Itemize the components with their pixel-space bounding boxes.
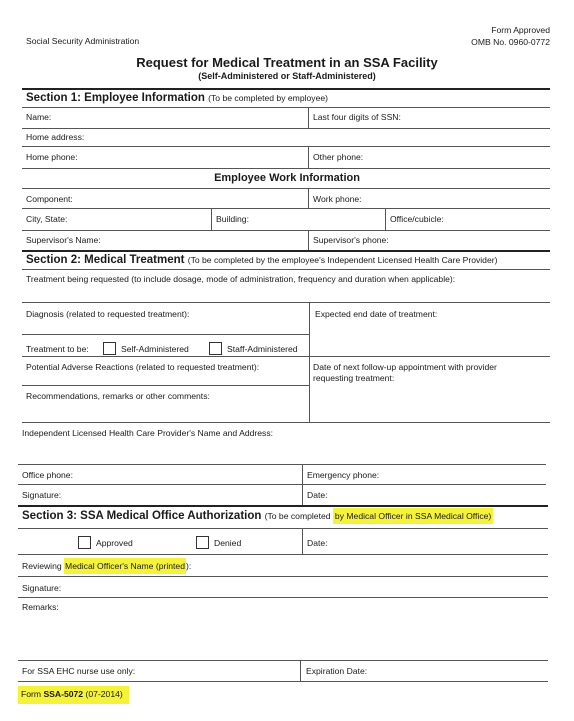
form-revision-date: (07-2014) [83, 689, 123, 699]
section2-title: Section 2: Medical Treatment [26, 254, 185, 266]
section1-note: (To be completed by employee) [208, 93, 329, 103]
rule [18, 484, 546, 485]
rule [18, 597, 548, 598]
section2-top-rule [22, 250, 550, 252]
other-phone-label: Other phone: [313, 152, 364, 162]
staff-administered-checkbox[interactable] [209, 342, 222, 355]
home-phone-label: Home phone: [26, 152, 78, 162]
section2-heading [26, 254, 497, 266]
supervisor-phone-label: Supervisor's phone: [313, 235, 389, 245]
section2-note: (To be completed by the employee's Independent Licensed Health Care Provider) [187, 255, 498, 265]
home-address-label: Home address: [26, 132, 85, 142]
section3-title: Section 3: SSA Medical Office Authorization [22, 510, 262, 522]
recommendations-label: Recommendations, remarks or other comments: [26, 391, 210, 401]
diagnosis-label: Diagnosis (related to requested treatment): [26, 309, 190, 319]
rule [22, 422, 550, 423]
reviewing-text: Reviewing [22, 561, 65, 571]
form-prefix: Form [21, 689, 44, 699]
name-field-label: Name: [26, 112, 52, 122]
section3-note-highlight: by Medical Officer in SSA Medical Office) [333, 508, 493, 524]
officer-signature-label: Signature: [22, 583, 62, 593]
follow-up-label: Date of next follow-up appointment with provider requesting treatment: [313, 362, 497, 383]
reviewing-officer-label [22, 561, 191, 571]
rule [18, 554, 548, 555]
rule [18, 681, 548, 682]
ssn-field-label: Last four digits of SSN: [313, 112, 401, 122]
expected-end-date-label: Expected end date of treatment: [315, 309, 438, 319]
divider [302, 528, 303, 554]
rule [18, 576, 548, 577]
treatment-requested-label: Treatment being requested (to include dosage, mode of administration, frequency and duration when applicable): [26, 274, 456, 284]
section1-title: Section 1: Employee Information [26, 92, 205, 104]
rule [18, 660, 548, 661]
ehc-nurse-label: For SSA EHC nurse use only: [22, 666, 136, 676]
divider [309, 302, 310, 422]
provider-date-label: Date: [307, 490, 328, 500]
omb-number: OMB No. 0960-0772 [471, 37, 550, 47]
supervisor-name-label: Supervisor's Name: [26, 235, 101, 245]
expiration-date-label: Expiration Date: [306, 666, 368, 676]
denied-checkbox[interactable] [196, 536, 209, 549]
form-number-footer [18, 686, 129, 704]
office-cubicle-label: Office/cubicle: [390, 214, 444, 224]
denied-label: Denied [214, 538, 242, 548]
agency-name: Social Security Administration [26, 36, 140, 46]
reviewing-end: ): [185, 561, 192, 571]
component-label: Component: [26, 194, 73, 204]
provider-name-address-label: Independent Licensed Health Care Provider's Name and Address: [22, 428, 274, 438]
adverse-reactions-label: Potential Adverse Reactions (related to requested treatment): [26, 362, 260, 372]
rule [22, 334, 310, 335]
emergency-phone-label: Emergency phone: [307, 470, 380, 480]
rule [18, 464, 546, 465]
rule [22, 302, 550, 303]
rule [22, 208, 550, 209]
provider-signature-label: Signature: [22, 490, 62, 500]
rule [18, 528, 548, 529]
building-label: Building: [216, 214, 249, 224]
divider [308, 188, 309, 208]
divider [211, 208, 212, 230]
work-info-heading: Employee Work Information [214, 172, 360, 184]
divider [308, 230, 309, 250]
treatment-to-be-label: Treatment to be: [26, 344, 89, 354]
rule [22, 168, 550, 169]
rule [22, 146, 550, 147]
divider [308, 107, 309, 128]
section1-heading [26, 92, 328, 104]
city-state-label: City, State: [26, 214, 68, 224]
section3-note-text: (To be completed [264, 511, 333, 521]
reviewing-highlight: Medical Officer's Name (printed [64, 558, 186, 574]
remarks-label: Remarks: [22, 602, 59, 612]
section3-note [265, 508, 494, 524]
section3-heading [22, 510, 493, 522]
section1-top-rule [22, 88, 550, 90]
rule [22, 269, 550, 270]
approved-checkbox[interactable] [78, 536, 91, 549]
divider [385, 208, 386, 230]
rule [22, 356, 550, 357]
rule [22, 128, 550, 129]
rule [22, 188, 550, 189]
work-phone-label: Work phone: [313, 194, 362, 204]
divider [308, 146, 309, 168]
form-number: SSA-5072 [43, 689, 84, 699]
authorization-date-label: Date: [307, 538, 328, 548]
self-administered-label: Self-Administered [121, 344, 189, 354]
divider [300, 660, 301, 681]
approved-label: Approved [96, 538, 133, 548]
form-subtitle: (Self-Administered or Staff-Administered) [198, 71, 376, 81]
office-phone-label: Office phone: [22, 470, 73, 480]
rule [22, 385, 310, 386]
staff-administered-label: Staff-Administered [227, 344, 298, 354]
form-approved-label: Form Approved [491, 25, 550, 35]
rule [22, 230, 550, 231]
form-title: Request for Medical Treatment in an SSA Facility [136, 55, 438, 70]
section3-top-rule [18, 505, 548, 507]
rule [22, 107, 550, 108]
self-administered-checkbox[interactable] [103, 342, 116, 355]
